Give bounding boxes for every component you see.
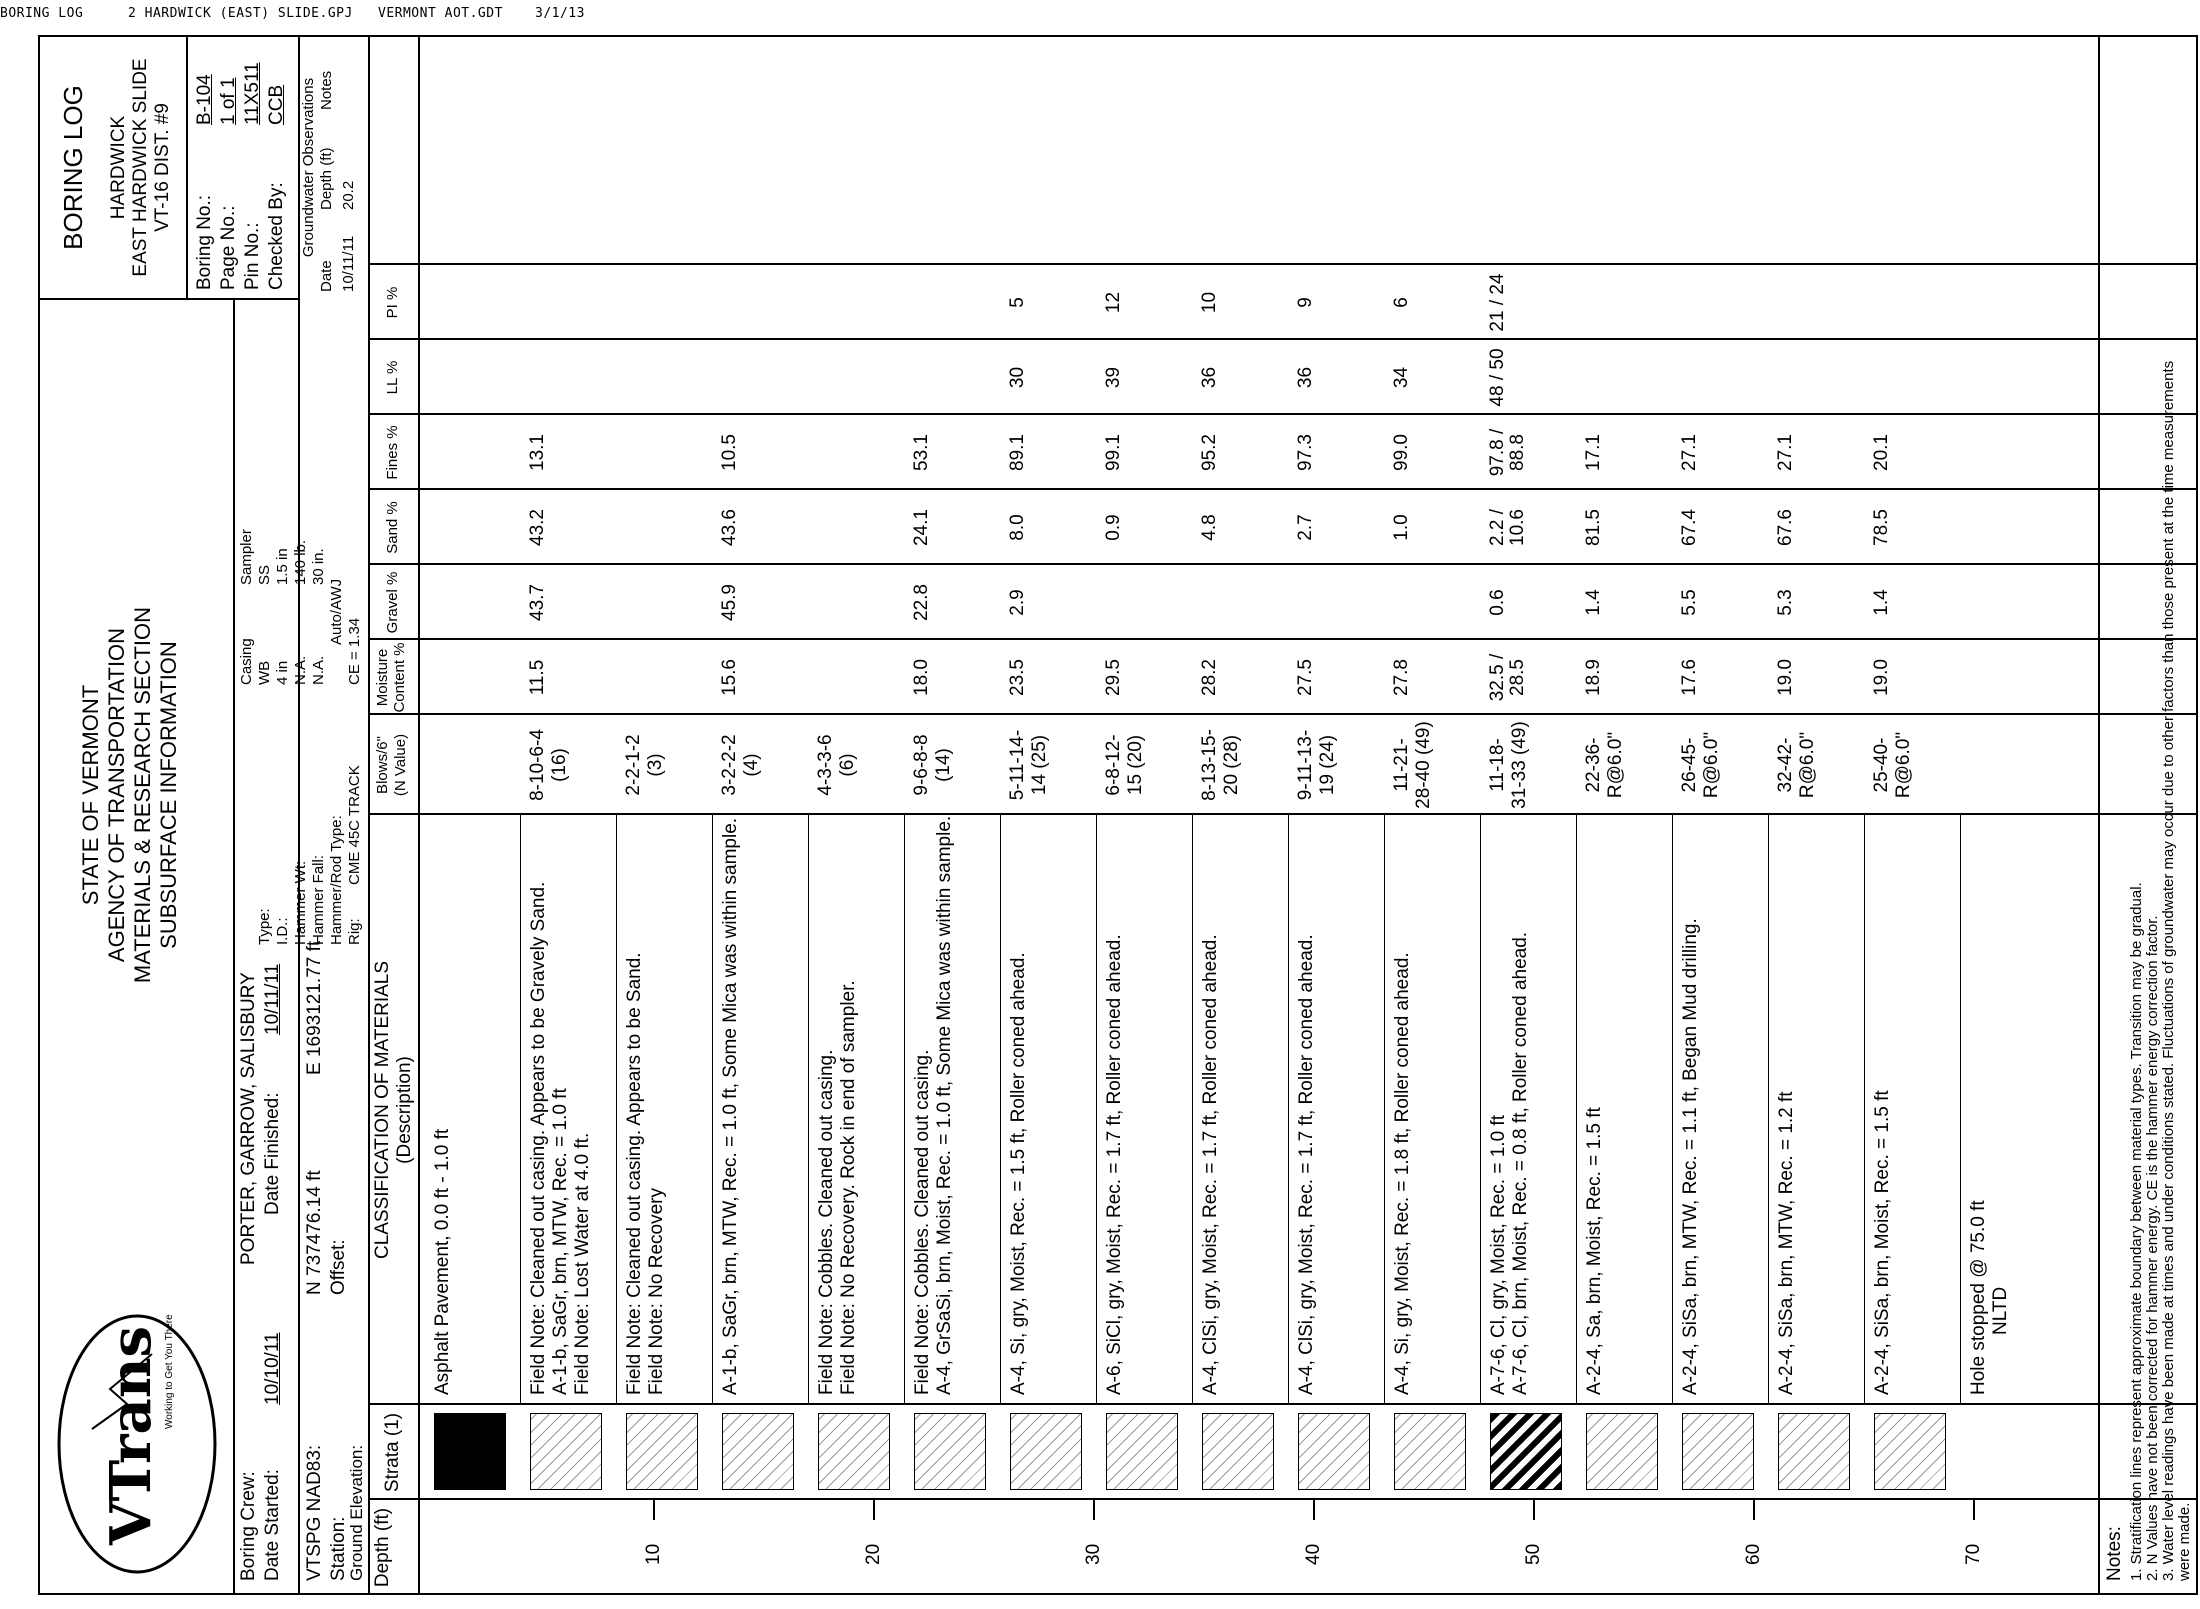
value-ll: 30 bbox=[1007, 366, 1028, 389]
sample-description: Field Note: No Recovery. Rock in end of sampler. bbox=[838, 980, 859, 1395]
date-finished: 10/11/11 bbox=[262, 963, 283, 1035]
blow-counts: 25-40- bbox=[1871, 737, 1892, 793]
n-value: 19 (24) bbox=[1317, 734, 1338, 796]
value-gr: 45.9 bbox=[719, 584, 740, 621]
sample-description: A-4, Si, gry, Moist, Rec. = 1.8 ft, Roller coned ahead. bbox=[1392, 952, 1413, 1395]
date-started: 10/10/11 bbox=[262, 1332, 283, 1405]
value-sa: 43.2 bbox=[527, 509, 548, 546]
n-value: R@6.0" bbox=[1701, 731, 1722, 799]
value-pi: 9 bbox=[1295, 297, 1316, 308]
groundwater-observations: Groundwater Observations Date Depth (ft) Notes 10/11/11 20.2 bbox=[300, 70, 357, 292]
easting: E 1693121.77 ft bbox=[304, 940, 325, 1075]
row-divider bbox=[904, 815, 905, 1405]
sample-description: Field Note: Lost Water at 4.0 ft. bbox=[572, 1132, 593, 1395]
col-gravel: Gravel % bbox=[384, 571, 401, 634]
strata-symbol bbox=[1490, 1413, 1562, 1490]
row-divider bbox=[1192, 815, 1193, 1405]
blow-counts: 9-11-13- bbox=[1295, 729, 1316, 801]
value-pi: 10 bbox=[1199, 291, 1220, 314]
strata-symbol bbox=[434, 1413, 506, 1490]
row-divider bbox=[1576, 815, 1577, 1405]
n-value: 20 (28) bbox=[1221, 734, 1242, 796]
n-value: (4) bbox=[741, 753, 762, 777]
col-classification: CLASSIFICATION OF MATERIALS bbox=[372, 960, 393, 1260]
strata-symbol bbox=[1778, 1413, 1850, 1490]
sample-description: Field Note: Cleaned out casing. Appears to be Gravely Sand. bbox=[528, 881, 549, 1395]
row-divider bbox=[1960, 815, 1961, 1405]
blow-counts: 8-10-6-4 bbox=[527, 729, 548, 801]
gw-depth: 20.2 bbox=[340, 180, 357, 210]
value-ll: 48 / 50 bbox=[1487, 348, 1508, 407]
value-ll: 39 bbox=[1103, 366, 1124, 389]
blow-counts: 4-3-3-6 bbox=[815, 734, 836, 796]
value-gr: 5.5 bbox=[1679, 589, 1700, 616]
n-value: (3) bbox=[645, 753, 666, 777]
value-fi: 95.2 bbox=[1199, 434, 1220, 471]
sample-description: A-2-4, SiSa, brn, MTW, Rec. = 1.1 ft, Began Mud drilling. bbox=[1680, 918, 1701, 1395]
n-value: 15 (20) bbox=[1125, 734, 1146, 796]
blow-counts: 26-45- bbox=[1679, 737, 1700, 793]
strata-symbol bbox=[818, 1413, 890, 1490]
checked-by: CCB bbox=[266, 84, 287, 125]
value-sa: 4.8 bbox=[1199, 514, 1220, 541]
sample-description: A-4, ClSi, gry, Moist, Rec. = 1.7 ft, Roller coned ahead. bbox=[1296, 934, 1317, 1395]
value-fi: 53.1 bbox=[911, 434, 932, 471]
col-moisture: Moisture Content % bbox=[374, 642, 408, 713]
sample-description: A-7-6, Cl, gry, Moist, Rec. = 1.0 ft bbox=[1488, 1115, 1509, 1395]
sample-description: A-2-4, SiSa, brn, Moist, Rec. = 1.5 ft bbox=[1872, 1090, 1893, 1395]
page-number: 1 of 1 bbox=[218, 77, 239, 125]
strata-symbol bbox=[1682, 1413, 1754, 1490]
strata-symbol bbox=[1106, 1413, 1178, 1490]
strata-symbol bbox=[626, 1413, 698, 1490]
value-mc: 29.5 bbox=[1103, 659, 1124, 696]
blow-counts: 5-11-14- bbox=[1007, 729, 1028, 801]
sample-description: A-4, Si, gry, Moist, Rec. = 1.5 ft, Roller coned ahead. bbox=[1008, 952, 1029, 1395]
row-divider bbox=[1864, 815, 1865, 1405]
value-sa: 2.7 bbox=[1295, 514, 1316, 541]
depth-tick bbox=[1313, 1500, 1315, 1520]
value-gr: 2.9 bbox=[1007, 589, 1028, 616]
value-fi: 17.1 bbox=[1583, 434, 1604, 471]
depth-tick bbox=[1533, 1500, 1535, 1520]
n-value: R@6.0" bbox=[1797, 731, 1818, 799]
agency-heading: STATE OF VERMONT AGENCY OF TRANSPORTATION MATERIALS & RESEARCH SECTION SUBSURFACE INFORMATION bbox=[78, 606, 181, 984]
row-divider bbox=[1384, 815, 1385, 1405]
value-fi: 97.8 / 88.8 bbox=[1487, 428, 1528, 477]
boring-crew: PORTER, GARROW, SALISBURY bbox=[238, 972, 259, 1265]
strata-symbol bbox=[1010, 1413, 1082, 1490]
col-sand: Sand % bbox=[384, 501, 401, 554]
value-pi: 12 bbox=[1103, 291, 1124, 314]
sample-description: A-2-4, Sa, brn, Moist, Rec. = 1.5 ft bbox=[1584, 1107, 1605, 1395]
header-date: 3/1/13 bbox=[535, 6, 585, 21]
value-sa: 43.6 bbox=[719, 509, 740, 546]
col-pi: PI % bbox=[384, 286, 401, 319]
depth-tick bbox=[1973, 1500, 1975, 1520]
header-log-type: BORING LOG bbox=[0, 6, 84, 21]
value-gr: 1.4 bbox=[1583, 589, 1604, 616]
sample-description: Field Note: Cobbles. Cleaned out casing. bbox=[816, 1049, 837, 1395]
value-fi: 97.3 bbox=[1295, 434, 1316, 471]
row-divider bbox=[616, 815, 617, 1405]
n-value: 31-33 (49) bbox=[1509, 721, 1530, 809]
gw-date: 10/11/11 bbox=[340, 235, 357, 292]
value-fi: 99.1 bbox=[1103, 434, 1124, 471]
value-ll: 36 bbox=[1199, 366, 1220, 389]
value-pi: 5 bbox=[1007, 297, 1028, 308]
row-divider bbox=[1000, 815, 1001, 1405]
row-divider bbox=[1096, 815, 1097, 1405]
equipment-table: Casing Sampler Type: WB SS I.D.: 4 in 1.5 in Hammer Wt: N.A. 140 lb. Hammer Fall: N.A. 30 in. Hammer/Rod Type: Auto/AWJ Rig: CME 45C TRACK CE = 1.34 bbox=[238, 529, 363, 945]
blow-counts: 32-42- bbox=[1775, 737, 1796, 793]
depth-tick bbox=[873, 1500, 875, 1520]
value-mc: 19.0 bbox=[1871, 659, 1892, 696]
value-fi: 27.1 bbox=[1775, 434, 1796, 471]
value-ll: 36 bbox=[1295, 366, 1316, 389]
strata-symbol bbox=[1586, 1413, 1658, 1490]
value-gr: 5.3 bbox=[1775, 589, 1796, 616]
value-sa: 2.2 / 10.6 bbox=[1487, 509, 1528, 546]
value-sa: 67.4 bbox=[1679, 509, 1700, 546]
value-pi: 6 bbox=[1391, 297, 1412, 308]
blow-counts: 2-2-1-2 bbox=[623, 734, 644, 796]
value-sa: 0.9 bbox=[1103, 514, 1124, 541]
boring-number: B-104 bbox=[194, 74, 215, 125]
depth-tick-label: 60 bbox=[1743, 1543, 1764, 1565]
value-mc: 19.0 bbox=[1775, 659, 1796, 696]
blow-counts: 3-2-2-2 bbox=[719, 734, 740, 796]
col-ll: LL % bbox=[384, 360, 401, 395]
row-divider bbox=[1480, 815, 1481, 1405]
value-sa: 1.0 bbox=[1391, 514, 1412, 541]
depth-tick-label: 40 bbox=[1303, 1543, 1324, 1565]
value-mc: 32.5 / 28.5 bbox=[1487, 653, 1528, 702]
value-mc: 18.9 bbox=[1583, 659, 1604, 696]
depth-tick-label: 30 bbox=[1083, 1543, 1104, 1565]
vtrans-logo: VTrans Working to Get You There bbox=[52, 1309, 222, 1579]
col-depth: Depth (ft) bbox=[372, 1507, 393, 1588]
row-divider bbox=[1288, 815, 1289, 1405]
col-fines: Fines % bbox=[384, 425, 401, 480]
strata-symbol bbox=[1394, 1413, 1466, 1490]
n-value: R@6.0" bbox=[1605, 731, 1626, 799]
strata-symbol bbox=[722, 1413, 794, 1490]
sample-description: Field Note: Cleaned out casing. Appears to be Sand. bbox=[624, 952, 645, 1395]
row-divider bbox=[1768, 815, 1769, 1405]
value-sa: 24.1 bbox=[911, 509, 932, 546]
value-mc: 27.8 bbox=[1391, 659, 1412, 696]
blow-counts: 22-36- bbox=[1583, 737, 1604, 793]
sample-description: Asphalt Pavement, 0.0 ft - 1.0 ft bbox=[432, 1128, 453, 1395]
value-fi: 99.0 bbox=[1391, 434, 1412, 471]
note-3: 3. Water level readings have been made at times and under conditions stated. Fluctuations of groundwater may occur due to other factors than those present at the time measurements bbox=[2160, 360, 2177, 1581]
depth-tick bbox=[1753, 1500, 1755, 1520]
boring-log-sheet: VTrans Working to Get You There STATE OF VERMONT AGENCY OF TRANSPORTATION MATERIALS & RESEARCH SECTION SUBSURFACE INFORMATION BORING LOG HARDWICK EAST HARDWICK SLIDE VT-16 DIST. #9 Boring No.: B-104 Page No.: 1 of 1 Pin No.: 11X511 Checked By: CCB Boring Crew: PORTER, GARROW, SALISBURY Date Started: 10/10/11 Date Finished: 10/11/11 VTSPG NAD83: N 737476.14 ft E 1693121.77 ft Station: Offset: Ground Elevation: Casing Sampler Type: WB SS I.D.: 4 in 1.5 in Hammer Wt: N.A. 140 lb. Hammer Fall: N.A. 30 in. Hammer/Rod Type: Auto/AWJ Rig: CME 45C TRACK CE = 1.34 Groundwater Observations Date Depth (ft) Notes 10/11/11 20.2 Depth (ft) Strata (1) CLASSIFICATION OF MATERIALS (Description) Blows/6" (N Value) Moisture Content % Gravel % Sand % Fines % LL % PI % 10 20 30 40 50 60 70 Asphalt Pavement, 0.0 ft - 1.0 ft Field Note: Cleaned out casing. Appears to be Gravely Sand. A-1-b, SaGr, brn, MTW, Rec. = 1.0 ft Field Note: Lost Water at 4.0 ft. 8-10-6-4 (16) 11.5 43.7 43.2 13.1 Field Note: Cleaned out casing. Appears to be Sand. Field Note: No Recovery 2-2-1-2 (3) A-1-b, SaGr, brn, MTW, Rec. = 1.0 ft, Some Mica was within sample. 3-2-2-2 (4) 15.6 45.9 43.6 10.5 Field Note: Cobbles. Cleaned out casing. Field Note: No Recovery. Rock in end of sampler. 4-3-3-6 (6) Field Note: Cobbles. Cleaned out casing. A-4, GrSaSi, brn, Moist, Rec. = 1.0 ft, Some Mica was within sample. 9-6-8-8 (14) 18.0 22.8 24.1 53.1 A-4, Si, gry, Moist, Rec. = 1.5 ft, Roller coned ahead. 5-11-14- 14 (25) 23.5 2.9 8.0 89.1 30 5 A-6, SiCl, gry, Moist, Rec. = 1.7 ft, Roller coned ahead. 6-8-12- 15 (20) 29.5 0.9 99.1 39 12 A-4, ClSi, gry, Moist, Rec. = 1.7 ft, Roller coned ahead. 8-13-15- 20 (28) 28.2 4.8 95.2 36 10 A-4, ClSi, gry, Moist, Rec. = 1.7 ft, Roller coned ahead. 9-11-13- 19 (24) 27.5 2.7 97.3 36 9 A-4, Si, gry, Moist, Rec. = 1.8 ft, Roller coned ahead. 11-21- 28-40 (49) 27.8 1.0 99.0 34 6 A-7-6, Cl, gry, Moist, Rec. = 1.0 ft A-7-6, Cl, brn, Moist, Rec. = 0.8 ft, Roller coned ahead. 11-18- 31-33 (49) 32.5 / 28.5 0.6 2.2 / 10.6 97.8 / 88.8 48 / 50 21 / 24 A-2-4, Sa, brn, Moist, Rec. = 1.5 ft 22-36- R@6.0" 18.9 1.4 81.5 17.1 A-2-4, SiSa, brn, MTW, Rec. = 1.1 ft, Began Mud drilling. 26-45- R@6.0" 17.6 5.5 67.4 27.1 A-2-4, SiSa, brn, MTW, Rec. = 1.2 ft 32-42- R@6.0" 19.0 5.3 67.6 27.1 A-2-4, SiSa, brn, Moist, Rec. = 1.5 ft 25-40- R@6.0" 19.0 1.4 78.5 20.1 Hole stopped @ 75.0 ft NLTD Notes: 1. Stratification lines represent approximate boundary between material types. Transition may be gradual. 2. N Values have not been corrected for hammer energy. CE is the hammer energy correction factor. 3. Water level readings have been made at times and under conditions stated. Fluctuations of groundwater may occur due to other factors than those present at the time measurements were made. bbox=[38, 35, 2198, 1595]
sample-description: A-2-4, SiSa, brn, MTW, Rec. = 1.2 ft bbox=[1776, 1091, 1797, 1395]
value-sa: 81.5 bbox=[1583, 509, 1604, 546]
sample-description: A-1-b, SaGr, brn, MTW, Rec. = 1.0 ft, Some Mica was within sample. bbox=[720, 817, 741, 1395]
value-fi: 13.1 bbox=[527, 434, 548, 471]
depth-tick bbox=[653, 1500, 655, 1520]
row-divider bbox=[1672, 815, 1673, 1405]
blow-counts: 8-13-15- bbox=[1199, 729, 1220, 801]
value-mc: 17.6 bbox=[1679, 659, 1700, 696]
northing: N 737476.14 ft bbox=[304, 1170, 325, 1295]
note-2: 2. N Values have not been corrected for hammer energy. CE is the hammer energy correction factor. bbox=[2144, 915, 2161, 1581]
value-mc: 28.2 bbox=[1199, 659, 1220, 696]
n-value: 14 (25) bbox=[1029, 734, 1050, 796]
sample-description: A-4, ClSi, gry, Moist, Rec. = 1.7 ft, Roller coned ahead. bbox=[1200, 934, 1221, 1395]
n-value: R@6.0" bbox=[1893, 731, 1914, 799]
row-divider bbox=[520, 815, 521, 1405]
n-value: (6) bbox=[837, 753, 858, 777]
header-project-file: 2 HARDWICK (EAST) SLIDE.GPJ bbox=[128, 6, 353, 21]
depth-tick-label: 10 bbox=[643, 1543, 664, 1565]
n-value: 28-40 (49) bbox=[1413, 721, 1434, 809]
value-mc: 27.5 bbox=[1295, 659, 1316, 696]
value-mc: 18.0 bbox=[911, 659, 932, 696]
value-sa: 78.5 bbox=[1871, 509, 1892, 546]
value-gr: 22.8 bbox=[911, 584, 932, 621]
blow-counts: 11-18- bbox=[1487, 738, 1508, 792]
value-gr: 43.7 bbox=[527, 584, 548, 621]
depth-tick-label: 20 bbox=[863, 1543, 884, 1565]
n-value: (14) bbox=[933, 748, 954, 782]
value-mc: 23.5 bbox=[1007, 659, 1028, 696]
sample-description: A-4, GrSaSi, brn, Moist, Rec. = 1.0 ft, Some Mica was within sample. bbox=[934, 815, 955, 1395]
notes-label: Notes: bbox=[2104, 1526, 2125, 1581]
sample-description: A-6, SiCl, gry, Moist, Rec. = 1.7 ft, Roller coned ahead. bbox=[1104, 934, 1125, 1395]
hole-stopped: Hole stopped @ 75.0 ft bbox=[1968, 1200, 1989, 1395]
value-gr: 0.6 bbox=[1487, 589, 1508, 616]
sample-description: Field Note: Cobbles. Cleaned out casing. bbox=[912, 1049, 933, 1395]
col-blows: Blows/6" bbox=[374, 736, 391, 794]
depth-tick-label: 70 bbox=[1963, 1543, 1984, 1565]
value-ll: 34 bbox=[1391, 366, 1412, 389]
sample-description: Field Note: No Recovery bbox=[646, 1188, 667, 1395]
value-gr: 1.4 bbox=[1871, 589, 1892, 616]
value-pi: 21 / 24 bbox=[1487, 273, 1508, 332]
strata-symbol bbox=[1874, 1413, 1946, 1490]
strata-symbol bbox=[914, 1413, 986, 1490]
strata-symbol bbox=[1202, 1413, 1274, 1490]
value-fi: 89.1 bbox=[1007, 434, 1028, 471]
depth-tick-label: 50 bbox=[1523, 1543, 1544, 1565]
blow-counts: 9-6-8-8 bbox=[911, 734, 932, 796]
row-divider bbox=[808, 815, 809, 1405]
value-fi: 20.1 bbox=[1871, 434, 1892, 471]
value-mc: 15.6 bbox=[719, 659, 740, 696]
pin-number: 11X511 bbox=[242, 62, 263, 125]
value-mc: 11.5 bbox=[527, 659, 548, 696]
sample-description: A-7-6, Cl, brn, Moist, Rec. = 0.8 ft, Roller coned ahead. bbox=[1510, 931, 1531, 1395]
row-divider bbox=[712, 815, 713, 1405]
note-1: 1. Stratification lines represent approximate boundary between material types. Transition may be gradual. bbox=[2128, 882, 2145, 1581]
note-4: were made. bbox=[2176, 1502, 2193, 1581]
strata-symbol bbox=[530, 1413, 602, 1490]
value-fi: 27.1 bbox=[1679, 434, 1700, 471]
value-sa: 67.6 bbox=[1775, 509, 1796, 546]
blow-counts: 11-21- bbox=[1391, 738, 1412, 792]
blow-counts: 6-8-12- bbox=[1103, 734, 1124, 796]
col-strata: Strata (1) bbox=[382, 1412, 403, 1493]
header-gdt-file: VERMONT AOT.GDT bbox=[378, 6, 503, 21]
nltd: NLTD bbox=[1990, 1286, 2011, 1335]
value-fi: 10.5 bbox=[719, 434, 740, 471]
sample-description: A-1-b, SaGr, brn, MTW, Rec. = 1.0 ft bbox=[550, 1088, 571, 1395]
depth-tick bbox=[1093, 1500, 1095, 1520]
n-value: (16) bbox=[549, 748, 570, 782]
value-sa: 8.0 bbox=[1007, 514, 1028, 541]
strata-symbol bbox=[1298, 1413, 1370, 1490]
title-boring-log: BORING LOG bbox=[58, 85, 88, 250]
